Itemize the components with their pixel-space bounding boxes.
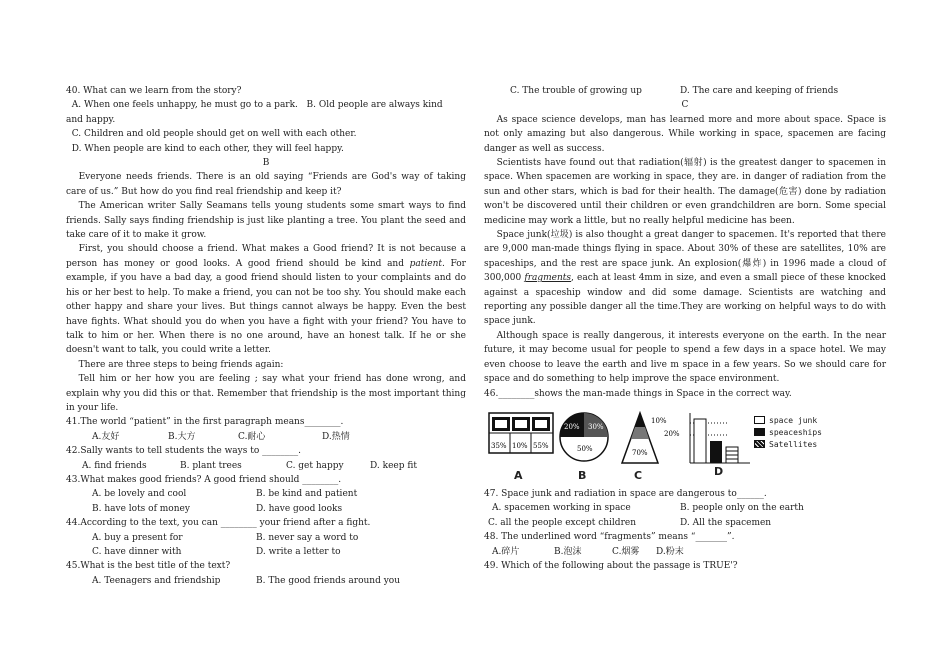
q45-a: A. Teenagers and friendship bbox=[92, 575, 221, 586]
legend-item-spaceships: speaceships bbox=[754, 427, 822, 439]
q48-stem: 48. The underlined word “fragments” means “_______”. bbox=[484, 532, 735, 543]
q45-c: C. The trouble of growing up bbox=[510, 86, 642, 96]
fig-b-value-1: 20% bbox=[564, 422, 580, 431]
q46-stem: 46.________shows the man-made things in Space in the correct way. bbox=[484, 388, 792, 399]
fig-d-label: D bbox=[714, 464, 724, 478]
q48-options bbox=[484, 545, 886, 559]
fig-c-value-3: 70% bbox=[632, 448, 648, 457]
figure-a bbox=[488, 411, 554, 482]
q47-b: B. people only on the earth bbox=[680, 503, 804, 514]
q41-c: C.耐心 bbox=[238, 431, 266, 442]
para-3-start: Space junk(垃圾) is also thought a great danger to spacemen. It's reported that there are 9,000 man-made things flying in space. About 30% of these are satellites, 10% are spaceships, and the rest are space junk. An explosion(爆炸) in 1996 made a cloud of 300,000 bbox=[484, 230, 886, 284]
figure-c bbox=[620, 411, 682, 482]
passage-c-para-4: Although space is really dangerous, it interests everyone on the earth. In the near future, it may become usual for people to spend a few days in a space hotel. We may even choose to leave the earth and live m space in a few years. So we should care for space and do something to help improve the space environment. bbox=[484, 330, 886, 385]
passage-b-para-3 bbox=[66, 242, 466, 357]
q47-options-2 bbox=[484, 516, 886, 530]
q45-stem: 45.What is the best title of the text? bbox=[66, 561, 231, 572]
para-3-start: First, you should choose a friend. What makes a Good friend? It is not because a person has money or good looks. A good friend should be kind and bbox=[66, 244, 466, 269]
passage-b-para-5: Tell him or her how you are feeling ; say what your friend has done wrong, and explain why you did this or that. Remember that friendship is the most important thing in your life. bbox=[66, 374, 466, 413]
q42-b: B. plant trees bbox=[180, 460, 242, 471]
q46-figures bbox=[484, 411, 886, 487]
fig-b-value-3: 50% bbox=[577, 444, 593, 453]
q48-d: D.粉末 bbox=[656, 546, 684, 557]
q47-a: A. spacemen working in space bbox=[492, 503, 631, 514]
q45-d: D. The care and keeping of friends bbox=[680, 86, 839, 96]
q44-options-1 bbox=[66, 531, 466, 545]
q48-a: A.碎片 bbox=[492, 546, 520, 557]
patient-word: patient bbox=[409, 258, 443, 269]
passage-b-para-2: The American writer Sally Seamans tells young students some smart ways to find friends. Sally says finding friendship is just like planting a tree. You plant the seed and take care of it to make it grow. bbox=[66, 201, 466, 241]
legend-item-satellites: Satellites bbox=[754, 439, 822, 451]
q47-options-1 bbox=[484, 501, 886, 515]
q43-a: A. be lovely and cool bbox=[92, 489, 187, 500]
passage-b-para-4: There are three steps to being friends again: bbox=[78, 359, 284, 370]
passage-b-para-1: Everyone needs friends. There is an old saying “Friends are God's way of taking care of us.” But how do you find real friendship and keep it? bbox=[66, 172, 466, 197]
q41-b: B.大方 bbox=[168, 431, 196, 442]
q43-b: B. be kind and patient bbox=[256, 489, 358, 500]
q44-stem: 44.According to the text, you can ________ your friend after a fight. bbox=[66, 518, 371, 529]
q44-c: C. have dinner with bbox=[92, 546, 182, 557]
passage-c-para-2: Scientists have found out that radiation(辐射) is the greatest danger to spacemen in space. When spacemen are working in space, they are. in danger of radiation from the sun and other stars, which is bad for their health. The damage(危害) done by radiation won't be discovered until their children or even grandchildren are born. Some special medicine may work a little, but no really helpful medicine has been. bbox=[484, 158, 886, 226]
q40-option-c: C. Children and old people should get on well with each other. bbox=[66, 129, 357, 140]
fragments-word: fragments bbox=[524, 273, 572, 284]
q42-stem: 42.Sally wants to tell students the ways to ________. bbox=[66, 446, 301, 457]
para-3-rest: if you have a bad day, a good friend should listen to your complaints and do his or her best to help. To make a friend, you can not be too shy. You should make each other happy and share your lives. But things cannot always be happy. Even the best have fights. What should you do when you have a fight with your friend? You have to talk to him or her. When there is no one around, have an honest talk. If he or she doesn't want to talk, you could write a letter. bbox=[66, 273, 466, 356]
q44-options-2 bbox=[66, 545, 466, 559]
q41-options bbox=[66, 430, 466, 444]
q42-c: C. get happy bbox=[286, 460, 344, 471]
q43-options-2 bbox=[66, 502, 466, 516]
q41-a: A.友好 bbox=[92, 431, 120, 442]
q42-options bbox=[66, 459, 466, 473]
q43-stem: 43.What makes good friends? A good friend should ________. bbox=[66, 474, 342, 485]
q47-d: D. All the spacemen bbox=[680, 517, 772, 528]
left-column bbox=[66, 84, 466, 588]
q44-b: B. never say a word to bbox=[256, 532, 359, 543]
legend-swatch-junk bbox=[754, 416, 765, 424]
figure-d bbox=[688, 411, 752, 478]
q45-options bbox=[66, 574, 466, 588]
para-3-tail: . For example, bbox=[66, 258, 466, 284]
fig-a-label: A bbox=[514, 468, 523, 482]
q45-options-cd bbox=[484, 84, 886, 98]
fig-c-value-1: 10% bbox=[651, 416, 667, 425]
q41-stem: 41.The world “patient” in the first paragraph means________. bbox=[66, 417, 344, 428]
figure-legend bbox=[754, 415, 822, 451]
fig-a-value-1: 35% bbox=[491, 441, 507, 450]
fig-c-value-2: 20% bbox=[664, 429, 680, 438]
q43-c: B. have lots of money bbox=[92, 503, 190, 514]
fig-b-value-2: 30% bbox=[588, 422, 604, 431]
legend-swatch-satellites bbox=[754, 440, 765, 448]
q40-option-a: A. When one feels unhappy, he must go to a park. B. Old people are always kind bbox=[66, 100, 443, 111]
q47-c: C. all the people except children bbox=[488, 517, 636, 528]
legend-swatch-spaceships bbox=[754, 428, 765, 436]
passage-c-para-3 bbox=[484, 228, 886, 329]
passage-c-para-1: As space science develops, man has learned more and more about space. Space is not only amazing but also dangerous. While working in space, spacemen are facing danger as well as success. bbox=[484, 114, 886, 154]
fig-a-value-2: 10% bbox=[512, 441, 528, 450]
right-column bbox=[484, 84, 886, 573]
q45-b: B. The good friends around you bbox=[256, 575, 401, 586]
fig-b-label: B bbox=[578, 468, 587, 482]
section-c-heading: C bbox=[681, 100, 689, 111]
q44-a: A. buy a present for bbox=[92, 532, 183, 543]
q42-d: D. keep fit bbox=[370, 460, 417, 471]
q49-stem: 49. Which of the following about the passage is TRUE'? bbox=[484, 560, 738, 571]
legend-item-junk: space junk bbox=[754, 415, 822, 427]
para-3-rest: , each at least 4mm in size, and even a small piece of these knocked against a spaceship window and did some damage. Scientists are watching and reporting any possible danger all the time.They are working on helpful ways to do with space junk. bbox=[484, 273, 887, 327]
q41-d: D.热情 bbox=[322, 431, 350, 442]
q47-stem: 47. Space junk and radiation in space are dangerous to______. bbox=[484, 488, 767, 499]
fig-c-label: C bbox=[634, 468, 643, 482]
q40-option-b-cont: and happy. bbox=[66, 114, 116, 125]
q48-c: C.烟雾 bbox=[612, 546, 640, 557]
q40-stem: 40. What can we learn from the story? bbox=[66, 86, 242, 96]
q42-a: A. find friends bbox=[82, 460, 147, 471]
q40-option-d: D. When people are kind to each other, they will feel happy. bbox=[66, 143, 344, 154]
section-b-heading: B bbox=[262, 158, 270, 169]
q43-d: D. have good looks bbox=[256, 503, 343, 514]
q48-b: B.泡沫 bbox=[554, 546, 582, 557]
q44-d: D. write a letter to bbox=[256, 546, 341, 557]
fig-a-value-3: 55% bbox=[533, 441, 549, 450]
q43-options-1 bbox=[66, 487, 466, 501]
figure-b bbox=[558, 411, 610, 482]
